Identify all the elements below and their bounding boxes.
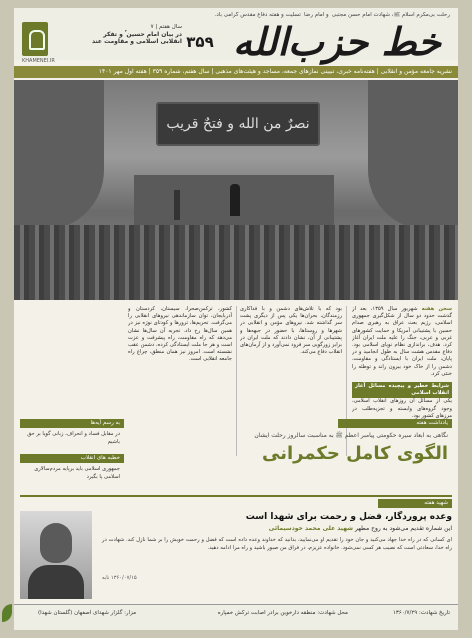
column-right-text: شهریور سال ۱۳۵۹، بعد از گذشت حدود دو سال از شکل‌گیری جمهوری اسلامی، رژیم بعث عراق به رهبری صدام حسین با پشتیبانی آمریکا و حمایت کشورهای غربی و عربی، جنگ را علیه ملت ایران آغاز کرد. هدف، براندازی نظام نوپای اسلامی بود. دفاع مقدس هشت سال به طول انجامید و در پایان، ملت ایران با ایستادگی و مقاومت، دشمن را از خاک خود بیرون راند و توطئه را خنثی کرد. [352, 306, 452, 377]
side-box-verses-head: به رسم آیه‌ها [20, 419, 124, 428]
martyr-text: ای کسانی که در راه خدا جهاد می‌کنید و جان خود را تقدیم او می‌نمایید، بدانید که خداوند وعده داده است که فضل و رحمت خویش را بر شما نازل کند. شهادت در راه خدا، سعادتی است که نصیب هر کسی نمی‌شود. خانواده عزیزم، در فراق من صبور باشید و راه مرا ادامه دهید. [102, 537, 452, 551]
side-box-verses [20, 419, 124, 448]
left-line-3: انقلابی اسلامی و مقاومت عند [92, 38, 182, 45]
header-left-block [22, 22, 182, 56]
martyr-text-date: ۱۳۶۰/۰۷/۱۵ نابه [102, 575, 137, 581]
leader-logo-icon [22, 22, 48, 56]
column-middle-right: بود که با تلاش‌های دشمن و با فداکاری رزمندگان، بحران‌ها یکی پس از دیگری پشت سر گذاشته شد. نیروهای مؤمن و انقلابی در شهرها و روستاها، با حضور در جبهه‌ها و پشتیبانی از آن، نشان دادند که ملت ایران در برابر زورگویی سر فرود نمی‌آورد و از آرمان‌های انقلاب دفاع می‌کند. [240, 306, 342, 356]
column-right-head: سخن هفته [421, 306, 452, 312]
left-line-2: در بیان امام حسین ؑ و تفکر [103, 31, 182, 38]
weekly-note-title: الگوی کامل حکمرانی [262, 443, 448, 464]
photo-arch-left [14, 80, 104, 230]
column-right-box-text: یکی از مسائل آن روزهای انقلاب اسلامی، وجود گروه‌های وابسته و تجزیه‌طلب در مرزهای کشور بود. [352, 398, 452, 419]
header-left-text [54, 24, 182, 45]
photo-crowd [14, 225, 458, 300]
side-box-verses-text: در مقابل فساد و انحراف، زبانی گویا بر حق باشیم [27, 431, 120, 445]
photo-arch-right [368, 80, 458, 230]
side-box-sermons-text: جمهوری اسلامی باید برپایه مردم‌سالاری اسلامی پا بگیرد [34, 466, 120, 480]
site-url: KHAMENEI.IR [22, 58, 55, 64]
newsletter-page [14, 8, 458, 630]
martyr-title: وعده پروردگار، فضل و رحمت برای شهدا است [245, 512, 452, 522]
weekly-note [130, 419, 452, 464]
masthead-title: خط حزب‌الله [232, 19, 442, 64]
column-middle-left: کشور، ترکمن‌صحرا، سیستان، کردستان و آذربایجان، توان سازماندهی نیروهای انقلابی را می‌گرفت. تحریم‌ها، ترورها و کودتای نوژه نیز در همین سال‌ها رخ داد. تجربه آن سال‌ها نشان می‌دهد که راه مقاومت، راه پیشرفت و عزت است و هر جا ملت ایستادگی کرده، دشمن عقب نشسته است. امروز نیز همان منطق، چراغ راه جامعه انقلابی است. [128, 306, 232, 363]
masthead [182, 19, 452, 64]
footer-date: تاریخ شهادت: ۱۳۶۰/۷/۲۹ [392, 610, 450, 616]
footer-place: محل شهادت: منطقه دارخوین برادر اصابت ترکش خمپاره [217, 610, 348, 616]
column-right-box-head: شرایط خطیر و پیچیده مسائل آغاز انقلاب اسلامی [352, 382, 452, 398]
corner-logo-icon [0, 596, 14, 630]
portrait-body [28, 565, 84, 599]
speaker-figure [230, 184, 240, 216]
flag-icon [174, 190, 180, 220]
weekly-note-sub: نگاهی به ابعاد سیره حکومتی پیامبر اعظم ﷺ به مناسبت سالروز رحلت ایشان [254, 432, 448, 439]
leaf-icon [2, 604, 12, 622]
martyr-name: شهید علی محمد خودسیمائی [268, 525, 354, 532]
photo-banner: نصرٌ من الله و فتحٌ قریب [156, 102, 320, 146]
header-tagline: رحلت بی‌مکرم اسلام ﷺ، شهادت امام حسن مجتبی ؑ و امام رضا ؑ تسلیت و هفته دفاع مقدس گرامی باد. [214, 12, 450, 18]
martyr-section [20, 495, 452, 603]
martyr-dedication-prefix: این شماره تقدیم می‌شود به روح مطهر [354, 525, 452, 532]
side-box-sermons [20, 454, 124, 483]
weekly-note-head: یادداشت هفته [338, 419, 452, 428]
left-line-1: سال هفتم | ۷ [150, 24, 182, 30]
hero-photo [14, 80, 458, 300]
martyr-head: شهید هفته [378, 499, 452, 508]
footer [14, 604, 458, 630]
martyr-dedication [20, 525, 452, 532]
issue-number: ۳۵۹ [186, 33, 214, 51]
info-bar: نشریه جامعه مؤمن و انقلابی | هفته‌نامه خبری، تبیینی نمازهای جمعه، مساجد و هیئت‌های مذهبی | سال هفتم، شماره ۳۵۹ | هفته اول مهر ۱۴۰۱ [14, 66, 458, 78]
footer-burial: مزار: گلزار شهدای اصفهان (گلستان شهدا) [38, 610, 137, 616]
side-box-sermons-head: خطبه های انقلاب [20, 454, 124, 463]
